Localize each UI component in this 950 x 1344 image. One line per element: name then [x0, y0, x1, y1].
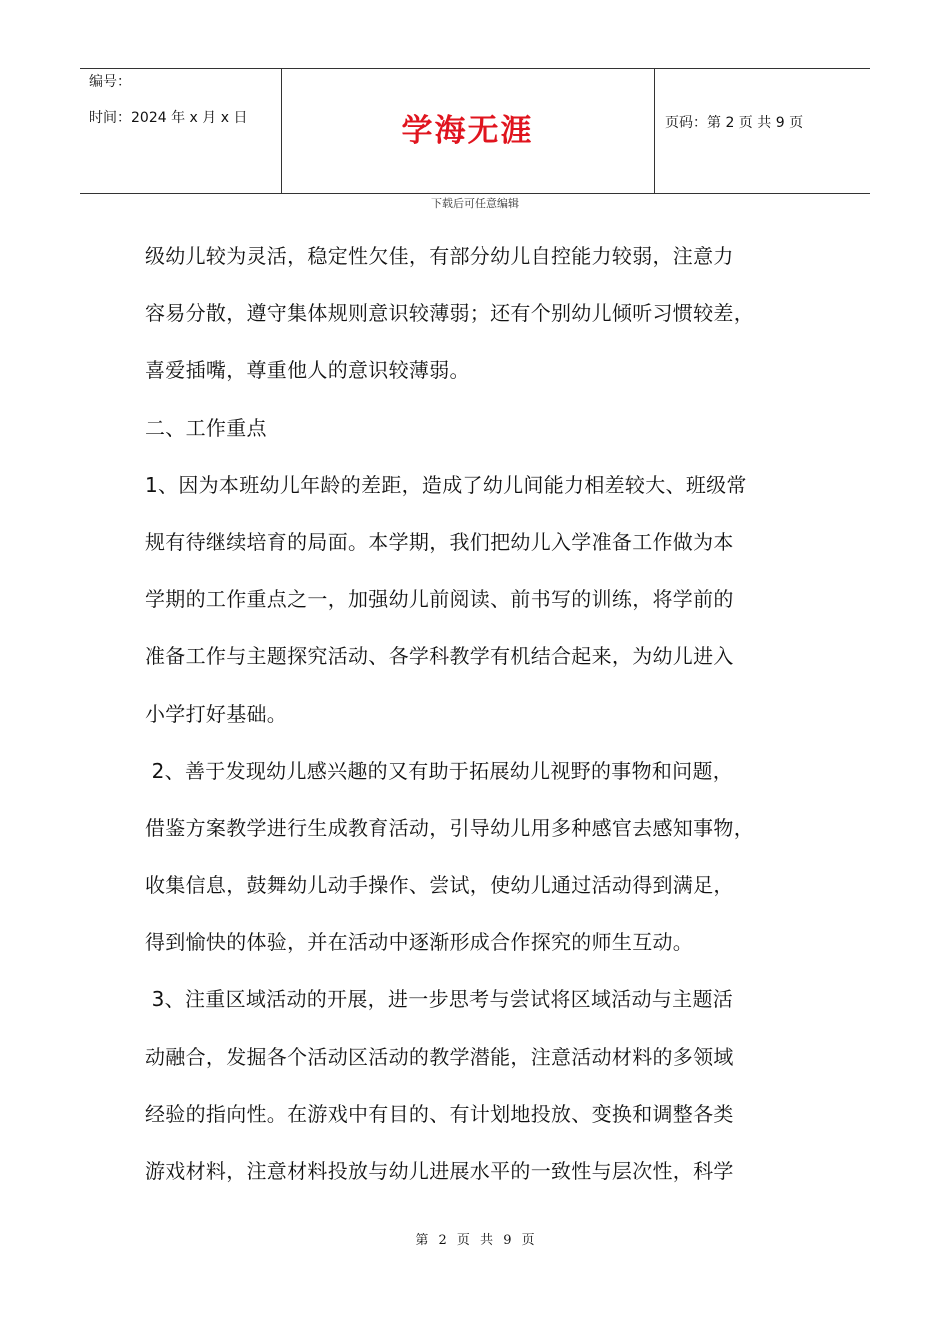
body-line: 容易分散，遵守集体规则意识较薄弱；还有个别幼儿倾听习惯较差，	[145, 301, 754, 326]
document-number-label: 编号：	[89, 74, 131, 90]
body-line: 借鉴方案教学进行生成教育活动，引导幼儿用多种感官去感知事物，	[145, 815, 754, 840]
body-line: 1、因为本班幼儿年龄的差距，造成了幼儿间能力相差较大、班级常	[145, 472, 747, 497]
page-footer: 第 2 页 共 9 页	[415, 1233, 535, 1248]
brand-title: 学海无涯	[401, 113, 534, 149]
document-body	[145, 228, 825, 1200]
body-line: 喜爱插嘴，尊重他人的意识较薄弱。	[145, 358, 470, 383]
body-line: 级幼儿较为灵活，稳定性欠佳，有部分幼儿自控能力较弱，注意力	[145, 244, 734, 268]
body-line: 学期的工作重点之一，加强幼儿前阅读、前书写的训练，将学前的	[145, 587, 734, 612]
body-line: 游戏材料，注意材料投放与幼儿进展水平的一致性与层次性，科学	[145, 1159, 734, 1183]
header-brand-cell	[281, 69, 655, 193]
body-line: 规有待继续培育的局面。本学期，我们把幼儿入学准备工作做为本	[145, 529, 734, 554]
body-line: 得到愉快的体验，并在活动中逐渐形成合作探究的师生互动。	[145, 930, 694, 955]
body-line: 动融合，发掘各个活动区活动的教学潜能，注意活动材料的多领域	[145, 1044, 734, 1069]
edit-note: 下载后可任意编辑	[431, 197, 519, 210]
body-line: 2、善于发现幼儿感兴趣的又有助于拓展幼儿视野的事物和问题，	[145, 758, 734, 783]
section-heading: 二、工作重点	[145, 415, 267, 440]
body-line: 3、注重区域活动的开展，进一步思考与尝试将区域活动与主题活	[145, 987, 734, 1012]
document-date-label: 时间：2024 年 x 月 x 日	[89, 110, 248, 126]
body-line: 收集信息，鼓舞幼儿动手操作、尝试，使幼儿通过活动得到满足，	[145, 873, 734, 898]
body-line: 经验的指向性。在游戏中有目的、有计划地投放、变换和调整各类	[145, 1101, 734, 1126]
header-meta-cell	[80, 69, 282, 193]
header-page-cell	[655, 69, 870, 193]
document-header	[80, 68, 870, 194]
body-line: 准备工作与主题探究活动、各学科教学有机结合起来，为幼儿进入	[145, 644, 734, 669]
body-line: 小学打好基础。	[145, 701, 288, 726]
header-page-number: 页码：第 2 页 共 9 页	[665, 115, 804, 131]
